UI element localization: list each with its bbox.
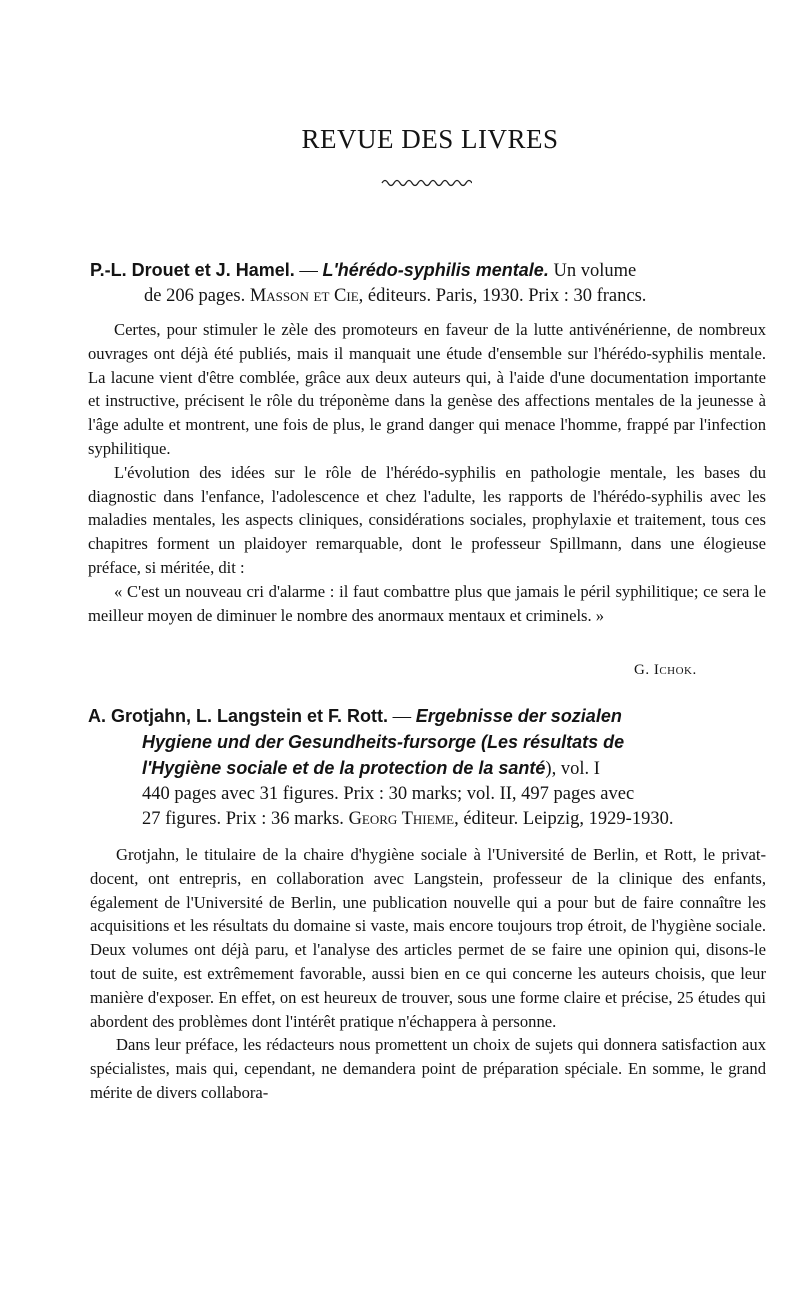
review2-title-line1: Ergebnisse der sozialen: [415, 706, 622, 726]
review1-book-title: L'hérédo-syphilis mentale.: [322, 260, 549, 280]
review2-authors: A. Grotjahn, L. Langstein et F. Rott.: [88, 706, 388, 726]
review2-body: [90, 843, 766, 1105]
review2-heading: [88, 704, 770, 831]
review2-paragraph: Grotjahn, le titulaire de la chaire d'hygiène sociale à l'Université de Berlin, et Rott, le privat-docent, ont entrepris, en collaboration avec Langstein, professeur de la clinique des enfants, également de l'Université de Berlin, une publication nouvelle qui a pour but de faire connaître les acquisitions et les résultats du domaine si vaste, mais encore toujours trop étroit, de l'hygiène sociale. Deux volumes ont déjà paru, et l'analyse des articles permet de se faire une opinion qui, disons-le tout de suite, est extrêmement favorable, aussi bien en ce qui concerne les auteurs choisis, que leur manière d'exposer. En effet, on est heureux de trouver, sous une forme claire et précise, 25 études qui abordent des problèmes dont l'intérêt pratique n'échappera à personne.: [90, 845, 766, 1031]
review1-signature: G. Ichok.: [634, 662, 697, 678]
review1-quote: « C'est un nouveau cri d'alarme : il faut combattre plus que jamais le péril syphilitique; ce sera le meilleur moyen de diminuer le nombre des anormaux mentaux et criminels. »: [88, 581, 766, 625]
review1-details-tail: Un volume: [548, 261, 637, 281]
review1-authors: P.-L. Drouet et J. Hamel.: [90, 260, 295, 280]
page-title: REVUE DES LIVRES: [301, 124, 559, 154]
review2-dash: —: [388, 707, 416, 727]
review2-volume: ), vol. I: [545, 759, 600, 779]
review1-dash: —: [294, 261, 323, 281]
review1-publication-info: , éditeurs. Paris, 1930. Prix : 30 francs.: [358, 286, 647, 306]
review1-heading: [90, 258, 770, 308]
title-ornament: [380, 176, 472, 188]
review2-details: 440 pages avec 31 figures. Prix : 30 marks; vol. II, 497 pages avec: [142, 784, 635, 804]
review1-paragraph: Certes, pour stimuler le zèle des promoteurs en faveur de la lutte antivénérienne, de nombreux ouvrages ont déjà été publiés, mais il manquait une étude d'ensemble sur l'hérédo-syphilis mentale. La lacune vient d'être comblée, grâce aux deux auteurs qui, à l'aide d'une documentation importante et instructive, précisent le rôle du tréponème dans la genèse des affections mentales de la jeunesse à l'âge adulte et montrent, une fois de plus, le grand danger qui menace l'homme, frappé par l'infection syphilitique.: [88, 320, 766, 458]
review2-title-line2: Hygiene und der Gesundheits-fursorge (Les résultats de: [142, 732, 625, 752]
review1-body: [88, 318, 766, 627]
review2-publisher: Georg Thieme: [348, 809, 455, 829]
review2-prices: 27 figures. Prix : 36 marks.: [142, 809, 349, 829]
review1-paragraph: L'évolution des idées sur le rôle de l'hérédo-syphilis en pathologie mentale, les bases du diagnostic dans l'enfance, l'adolescence et chez l'adulte, les rapports de l'hérédo-syphilis avec les maladies mentales, les aspects cliniques, considérations sociales, prophylaxie et traitement, tous ces chapitres forment un plaidoyer remarquable, dont le professeur Spillmann, dans une élogieuse préface, si méritée, dit :: [88, 462, 766, 577]
review2-publication-info: , éditeur. Leipzig, 1929-1930.: [454, 809, 674, 829]
review2-title-line3: l'Hygiène sociale et de la protection de la santé: [142, 758, 546, 778]
review1-pages: de 206 pages.: [144, 286, 250, 306]
review1-publisher: Masson et Cie: [249, 286, 359, 306]
review2-paragraph: Dans leur préface, les rédacteurs nous promettent un choix de sujets qui donnera satisfaction aux spécialistes, mais qui, cependant, ne demandera point de préparation spéciale. En somme, le grand mérite de divers collabora-: [90, 1035, 766, 1102]
